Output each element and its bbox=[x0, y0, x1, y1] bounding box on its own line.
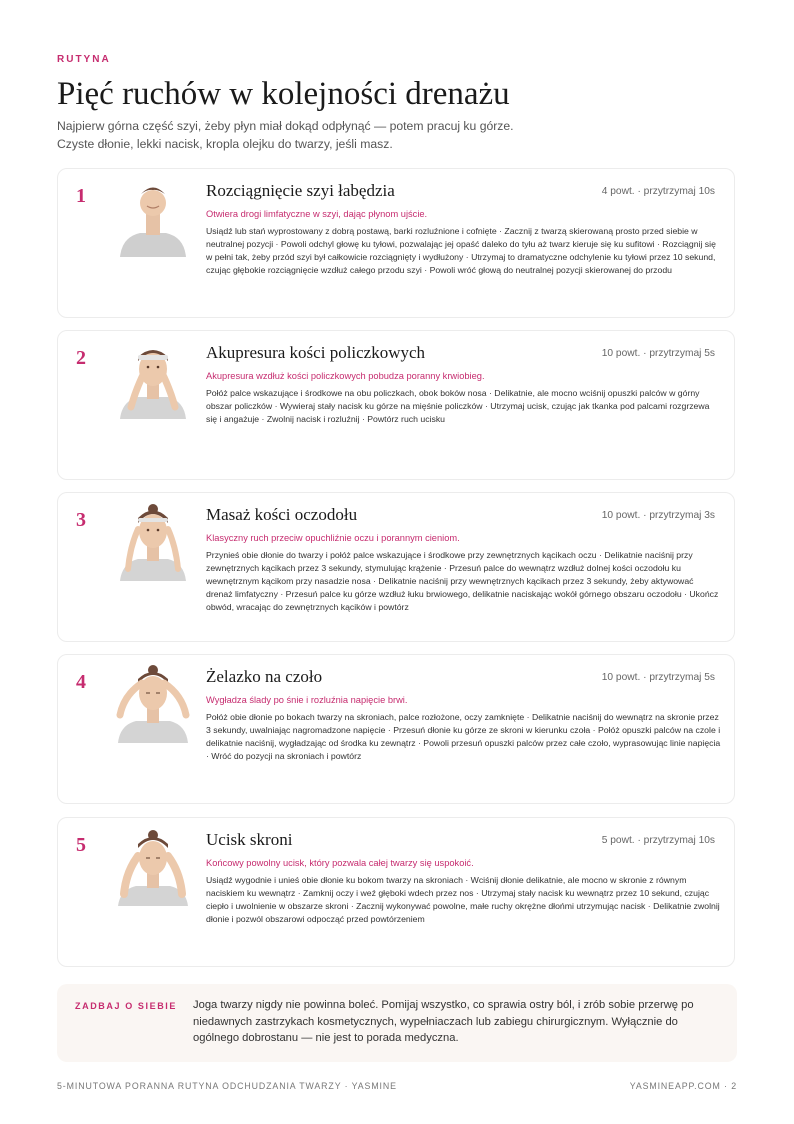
exercise-benefit: Wygładza ślady po śnie i rozluźnia napięcie brwi. bbox=[206, 695, 408, 705]
exercise-steps: Przynieś obie dłonie do twarzy i połóż palce wskazujące i środkowe przy zewnętrznych kącikach oczu · Delikatnie naciśnij przy zewnętrznych kącikach przez 3 sekundy, stymulując krążenie · Przesuń palce do wewnątrz wzdłuż dolnej kości oczodołu ku wewnętrznym kącikom przy nasadzie nosa · Delikatnie naciśnij przy wewnętrznych kącikach przez 3 sekundy, żeby aktywować drenaż limfatyczny · Przesuń palce ku górze wzdłuż łuku brwiowego, delikatnie naciskając wokół górnego obszaru oczodołu · Ukończ obwód, wracając do zewnętrznych kącików i powtórz bbox=[206, 550, 719, 613]
exercise-card-1 bbox=[57, 168, 735, 318]
exercise-reps: 10 powt. · przytrzymaj 5s bbox=[601, 672, 715, 683]
eye-socket-massage-illustration bbox=[116, 503, 190, 581]
exercise-number: 2 bbox=[76, 347, 86, 369]
exercise-benefit: Otwiera drogi limfatyczne w szyi, dając płynom ujście. bbox=[206, 209, 428, 219]
exercise-reps: 5 powt. · przytrzymaj 10s bbox=[601, 835, 715, 846]
care-note bbox=[57, 984, 737, 1062]
forehead-iron-illustration bbox=[116, 665, 190, 743]
intro-text bbox=[57, 117, 737, 153]
exercise-card-3 bbox=[57, 492, 735, 642]
exercise-title: Ucisk skroni bbox=[206, 830, 293, 849]
footer-page-info: YASMINEAPP.COM · 2 bbox=[629, 1081, 737, 1091]
exercise-steps: Usiądź wygodnie i unieś obie dłonie ku bokom twarzy na skroniach · Wciśnij dłonie delikatnie, ale mocno w skronie z równym naciskiem ku wewnątrz · Zamknij oczy i weź głęboki wdech przez nos · Utrzymaj stały nacisk ku wewnątrz przez 10 sekund, czując ciepło i uwolnienie w obszarze skroni · Zacznij wykonywać powolne, małe ruchy okrężne dłońmi utrzymując nacisk · Delikatnie zwolnij dłonie i pozwól obszarowi odpocząć przed powtórzeniem bbox=[206, 875, 720, 925]
exercise-title: Żelazko na czoło bbox=[206, 667, 323, 686]
care-note-label: ZADBAJ O SIEBIE bbox=[75, 1001, 178, 1011]
face-neck-stretch-illustration bbox=[116, 179, 190, 257]
care-note-text: Joga twarzy nigdy nie powinna boleć. Pomijaj wszystko, co sprawia ostry ból, i zrób sobie przerwę po niedawnych zastrzykach kosmetycznych, wypełniaczach lub zabiegu chirurgicznym. Wyłącznie do ogólnego dobrostanu — nie jest to porada medyczna. bbox=[193, 999, 694, 1044]
section-eyebrow: RUTYNA bbox=[57, 54, 111, 65]
exercise-reps: 10 powt. · przytrzymaj 3s bbox=[601, 510, 715, 521]
cheekbone-acupressure-illustration bbox=[116, 341, 190, 419]
exercise-title: Masaż kości oczodołu bbox=[206, 505, 358, 524]
exercise-benefit: Końcowy powolny ucisk, który pozwala całej twarzy się uspokoić. bbox=[206, 858, 474, 868]
exercise-reps: 4 powt. · przytrzymaj 10s bbox=[601, 186, 715, 197]
exercise-reps: 10 powt. · przytrzymaj 5s bbox=[601, 348, 715, 359]
exercise-benefit: Akupresura wzdłuż kości policzkowych pobudza poranny krwiobieg. bbox=[206, 371, 485, 381]
exercise-number: 1 bbox=[76, 185, 86, 207]
exercise-steps: Połóż palce wskazujące i środkowe na obu policzkach, obok boków nosa · Delikatnie, ale mocno wciśnij opuszki palców w górny obszar policzków · Wywieraj stały nacisk ku górze na mięśnie policzków · Utrzymaj ucisk, czując jak tkanka pod palcami rozgrzewa się i angażuje · Zwolnij nacisk i rozluźnij · Powtórz ruch ucisku bbox=[206, 388, 710, 425]
exercise-title: Rozciągnięcie szyi łabędzia bbox=[206, 181, 395, 200]
exercise-number: 5 bbox=[76, 834, 86, 856]
temple-press-illustration bbox=[116, 828, 190, 906]
intro-line-1: Najpierw górna część szyi, żeby płyn miał dokąd odpłynąć — potem pracuj ku górze. bbox=[57, 119, 514, 133]
exercise-card-5 bbox=[57, 817, 735, 967]
exercise-benefit: Klasyczny ruch przeciw opuchliźnie oczu i porannym cieniom. bbox=[206, 533, 460, 543]
exercise-number: 4 bbox=[76, 671, 86, 693]
exercise-steps: Usiądź lub stań wyprostowany z dobrą postawą, barki rozluźnione i cofnięte · Zacznij z twarzą skierowaną prosto przed siebie w neutralnej pozycji · Powoli odchyl głowę ku tyłowi, pozwalając jej opaść daleko do tyłu aż twarz kieruje się ku sufitowi · Rozciągnij się w pełni tak, żeby przód szyi był całkowicie rozciągnięty i wydłużony · Utrzymaj to dramatyczne odchylenie ku tyłowi przez 10 sekund, czując głębokie rozciągnięcie wzdłuż całego przodu szyi · Powoli wróć głową do neutralnej pozycji skierowanej do przodu bbox=[206, 226, 716, 276]
page-title: Pięć ruchów w kolejności drenażu bbox=[57, 76, 510, 112]
exercise-title: Akupresura kości policzkowych bbox=[206, 343, 426, 362]
intro-line-2: Czyste dłonie, lekki nacisk, kropla olejku do twarzy, jeśli masz. bbox=[57, 137, 393, 151]
exercise-card-2 bbox=[57, 330, 735, 480]
exercise-number: 3 bbox=[76, 509, 86, 531]
footer-title: 5-MINUTOWA PORANNA RUTYNA ODCHUDZANIA TWARZY · YASMINE bbox=[57, 1081, 397, 1091]
exercise-steps: Połóż obie dłonie po bokach twarzy na skroniach, palce rozłożone, oczy zamknięte · Delikatnie naciśnij do wewnątrz na skronie przez 3 sekundy, uwalniając nagromadzone napięcie · Przesuń dłonie ku górze ze skroni w kierunku czoła · Połóż opuszki palców na czole i delikatnie naciśnij, wygładzając od środka ku zewnątrz · Powoli przesuń opuszki palców przez całe czoło, wyprasowując linie napięcia · Wróć do pozycji na skroniach i powtórz bbox=[206, 712, 721, 762]
exercise-card-4 bbox=[57, 654, 735, 804]
